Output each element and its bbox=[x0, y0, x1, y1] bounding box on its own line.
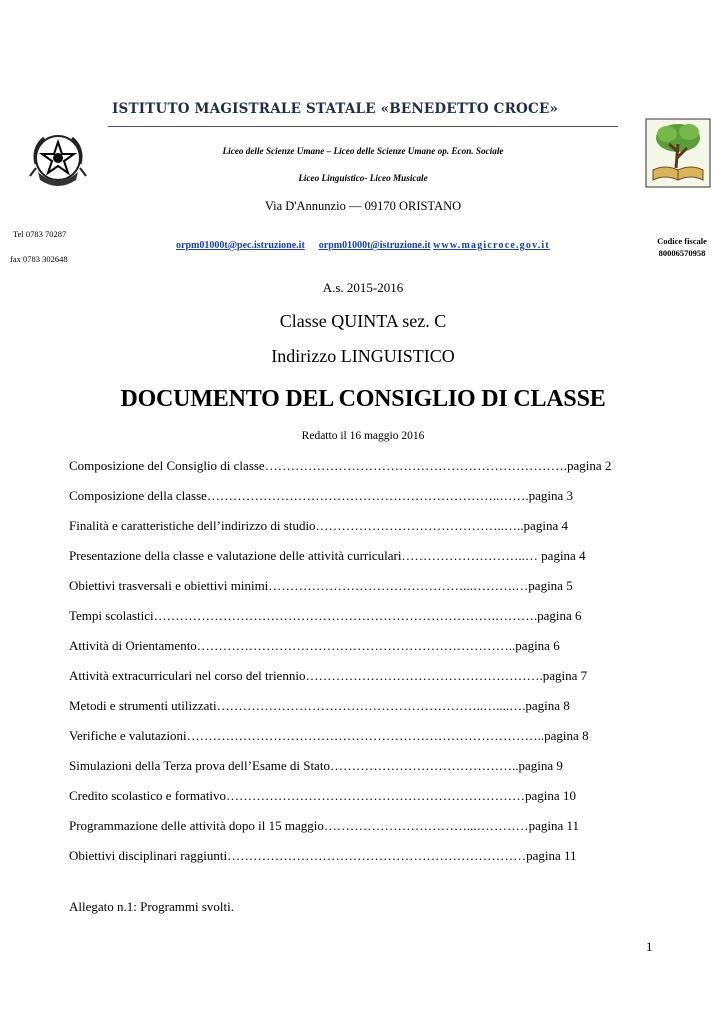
attachment-note: Allegato n.1: Programmi svolti. bbox=[69, 899, 235, 914]
italian-republic-emblem-icon bbox=[26, 128, 90, 192]
drafted-date: Redatto il 16 maggio 2016 bbox=[301, 430, 425, 442]
toc-item: Attività extracurriculari nel corso del triennio……………………………………………….pagina 7 bbox=[69, 668, 588, 683]
tree-book-logo-icon bbox=[645, 118, 711, 188]
class-line: Classe QUINTA sez. C bbox=[279, 311, 447, 331]
toc-item: Credito scolastico e formativo……………………………………………………………pagina 10 bbox=[69, 788, 576, 803]
toc-item: Composizione del Consiglio di classe…………………………………………………………….pagina 2 bbox=[69, 458, 612, 473]
telephone-number: Tel 0783 70287 bbox=[13, 229, 67, 239]
toc-item: Attività di Orientamento………………………………………………………………..pagina 6 bbox=[69, 638, 560, 653]
document-title: DOCUMENTO DEL CONSIGLIO DI CLASSE bbox=[120, 386, 606, 412]
school-subtitle-line-2: Liceo Linguistico- Liceo Musicale bbox=[298, 173, 428, 183]
codice-fiscale-label: Codice fiscale bbox=[657, 236, 707, 246]
toc-item: Obiettivi trasversali e obiettivi minimi………………………………………...……….…pagina 5 bbox=[69, 578, 573, 593]
school-address: Via D'Annunzio — 09170 ORISTANO bbox=[264, 199, 462, 213]
toc-item: Finalità e caratteristiche dell’indirizzo di studio……………………………………..…..pagina 4 bbox=[69, 518, 568, 533]
toc-item: Obiettivi disciplinari raggiunti……………………………………………………………pagina 11 bbox=[69, 848, 577, 863]
toc-item: Programmazione delle attività dopo il 15 maggio……………………………...…………pagina 11 bbox=[69, 818, 580, 833]
indirizzo-line: Indirizzo LINGUISTICO bbox=[271, 346, 455, 366]
toc-item: Composizione della classe…………………………………………………………..…….pagina 3 bbox=[69, 488, 574, 503]
toc-item: Tempi scolastici…………………………………………………………………….……….pagina 6 bbox=[69, 608, 582, 623]
codice-fiscale-value: 80006570958 bbox=[658, 248, 706, 258]
email-link[interactable]: orpm01000t@istruzione.it bbox=[318, 240, 431, 251]
toc-item: Simulazioni della Terza prova dell’Esame di Stato……………………………………..pagina 9 bbox=[69, 758, 563, 773]
toc-item: Verifiche e valutazioni………………………………………………………………………..pagina 8 bbox=[69, 728, 589, 743]
table-of-contents bbox=[69, 455, 669, 875]
toc-item: Metodi e strumenti utilizzati……………………………………………………..…....….pagina 8 bbox=[69, 698, 570, 713]
header-divider bbox=[108, 126, 618, 127]
fax-number: fax 0783 302648 bbox=[10, 254, 68, 264]
pec-email-link[interactable]: orpm01000t@pec.istruzione.it bbox=[176, 240, 305, 251]
page-number: 1 bbox=[646, 939, 653, 954]
school-year: A.s. 2015-2016 bbox=[322, 280, 404, 295]
school-name: ISTITUTO MAGISTRALE STATALE «BENEDETTO CROCE» bbox=[112, 101, 559, 117]
toc-item: Presentazione della classe e valutazione delle attività curriculari………………………..… pagina 4 bbox=[69, 548, 586, 563]
contact-links bbox=[108, 240, 618, 251]
website-link[interactable]: www.magicroce.gov.it bbox=[433, 240, 550, 251]
school-subtitle-line-1: Liceo delle Scienze Umane – Liceo delle Scienze Umane op. Econ. Sociale bbox=[222, 146, 504, 156]
